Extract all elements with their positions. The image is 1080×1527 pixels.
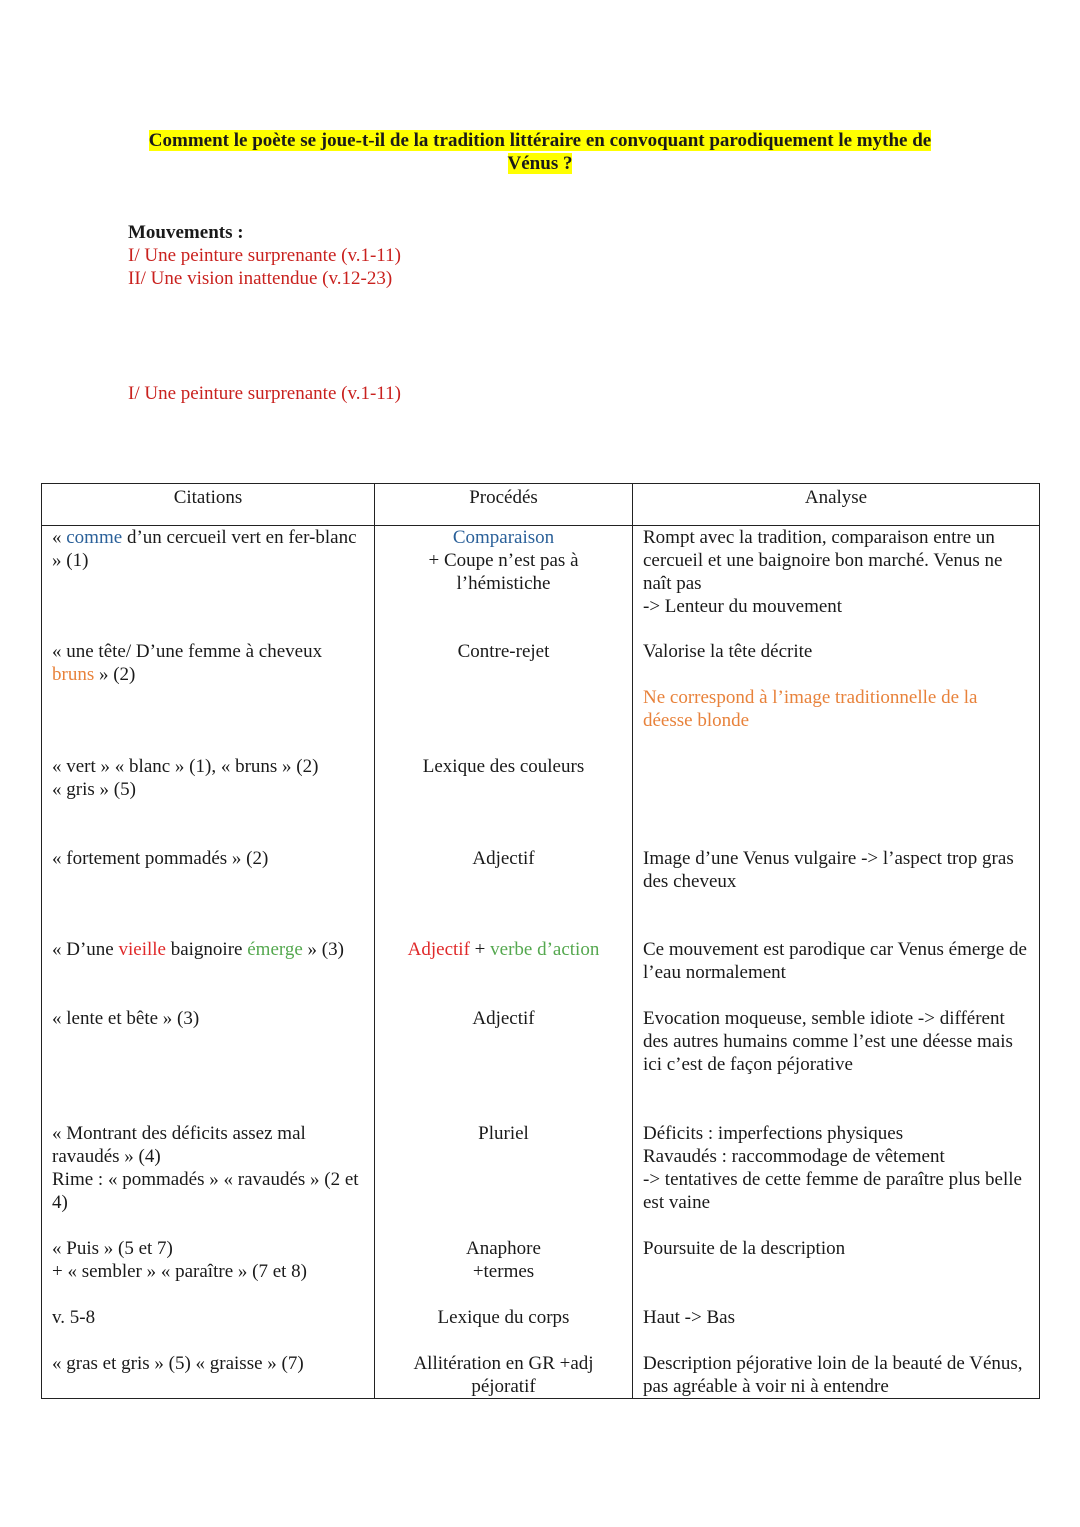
mouvements-block [128,221,401,290]
analyse-cell: Description péjorative loin de la beauté de Vénus, pas agréable à voir ni à entendre [633,1352,1040,1399]
analyse-cell: Ce mouvement est parodique car Venus émerge de l’eau normalement [633,938,1040,1007]
mouvement-item-2: II/ Une vision inattendue (v.12-23) [128,268,393,289]
header-analyse: Analyse [633,484,1040,526]
procede-cell: Comparaison + Coupe n’est pas à l’hémistiche [375,526,633,640]
procede-cell: Lexique du corps [375,1306,633,1352]
analyse-cell: Déficits : imperfections physiques Ravaudés : raccommodage de vêtement -> tentatives de cette femme de paraître plus belle est vaine [633,1122,1040,1237]
section-title: I/ Une peinture surprenante (v.1-11) [128,383,401,404]
header-citations: Citations [42,484,375,526]
table-row [42,847,1040,938]
table-row [42,1306,1040,1352]
procede-cell: Allitération en GR +adj péjoratif [375,1352,633,1399]
table-row [42,526,1040,640]
procede-cell: Anaphore +termes [375,1237,633,1306]
table-row [42,640,1040,755]
citation-cell: « D’une vieille baignoire émerge » (3) [42,938,375,1007]
analyse-cell [633,755,1040,847]
citation-cell: v. 5-8 [42,1306,375,1352]
analysis-table [41,483,1040,1399]
procede-cell: Adjectif [375,1007,633,1122]
table-row [42,938,1040,1007]
table-header-row [42,484,1040,526]
guiding-question [100,129,980,175]
analyse-cell: Rompt avec la tradition, comparaison entre un cercueil et une baignoire bon marché. Venus ne naît pas -> Lenteur du mouvement [633,526,1040,640]
table-row [42,1237,1040,1306]
analyse-cell: Evocation moqueuse, semble idiote -> différent des autres humains comme l’est une déesse mais ici c’est de façon péjorative [633,1007,1040,1122]
procede-cell: Adjectif [375,847,633,938]
header-procedes: Procédés [375,484,633,526]
procede-cell: Contre-rejet [375,640,633,755]
citation-cell: « Montrant des déficits assez mal ravaudés » (4) Rime : « pommadés » « ravaudés » (2 et 4) [42,1122,375,1237]
question-line-1: Comment le poète se joue-t-il de la tradition littéraire en convoquant parodiquement le mythe de [148,130,932,151]
table-row [42,1352,1040,1399]
table-row [42,1122,1040,1237]
analyse-cell: Haut -> Bas [633,1306,1040,1352]
citation-cell: « Puis » (5 et 7) + « sembler » « paraître » (7 et 8) [42,1237,375,1306]
analyse-cell: Image d’une Venus vulgaire -> l’aspect trop gras des cheveux [633,847,1040,938]
question-line-2: Vénus ? [507,153,573,174]
table-row [42,1007,1040,1122]
procede-cell: Adjectif + verbe d’action [375,938,633,1007]
analyse-cell: Valorise la tête décrite Ne correspond à l’image traditionnelle de la déesse blonde [633,640,1040,755]
analyse-cell: Poursuite de la description [633,1237,1040,1306]
procede-cell: Pluriel [375,1122,633,1237]
citation-cell: « gras et gris » (5) « graisse » (7) [42,1352,375,1399]
table-row [42,755,1040,847]
procede-cell: Lexique des couleurs [375,755,633,847]
citation-cell: « vert » « blanc » (1), « bruns » (2) « gris » (5) [42,755,375,847]
mouvements-heading: Mouvements : [128,222,244,243]
citation-cell: « lente et bête » (3) [42,1007,375,1122]
citation-cell: « une tête/ D’une femme à cheveux bruns » (2) [42,640,375,755]
citation-cell: « fortement pommadés » (2) [42,847,375,938]
mouvement-item-1: I/ Une peinture surprenante (v.1-11) [128,245,401,266]
citation-cell: « comme d’un cercueil vert en fer-blanc » (1) [42,526,375,640]
